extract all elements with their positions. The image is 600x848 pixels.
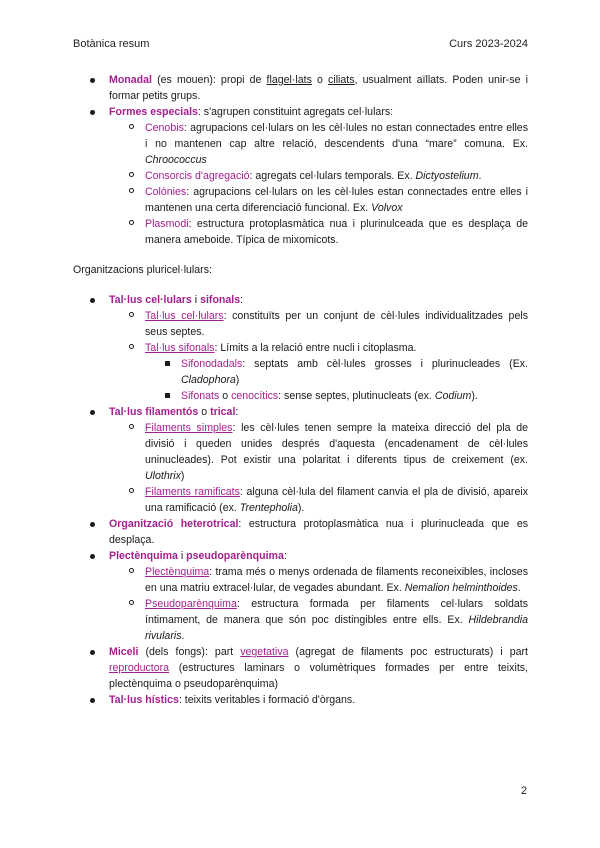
list-item-pseudoparenquima: Pseudoparènquima: estructura formada per filaments cel·lulars soldats íntimament, de manera que són poc distingibles entre ells. Ex. Hildebrandia rivularis. xyxy=(73,596,528,644)
bullet-icon xyxy=(90,298,95,303)
bullet-icon xyxy=(90,110,95,115)
circle-bullet-icon xyxy=(129,344,134,349)
bullet-icon xyxy=(90,554,95,559)
list-item-plasmodi: Plasmodi: estructura protoplasmàtica nua i plurinulceada que es desplaça de manera ameboide. Típica de mixomicots. xyxy=(73,216,528,248)
section-heading-pluricellular: Organitzacions pluricel·lulars: xyxy=(73,264,212,276)
circle-bullet-icon xyxy=(129,488,134,493)
circle-bullet-icon xyxy=(129,124,134,129)
header-title: Botànica resum xyxy=(73,38,150,50)
circle-bullet-icon xyxy=(129,220,134,225)
circle-bullet-icon xyxy=(129,312,134,317)
bullet-icon xyxy=(90,698,95,703)
square-bullet-icon xyxy=(165,361,170,366)
link-flagellats[interactable]: flagel·lats xyxy=(266,74,312,86)
page-number: 2 xyxy=(520,785,527,797)
list-item-filaments-simples: Filaments simples: les cèl·lules tenen sempre la mateixa direcció del pla de divisió i queden unides després d'aquesta (encadenament de cèl·lules uninucleades). Pot existir una polaritat i diferents tipus de creixement (ex. Ulothrix) xyxy=(73,420,528,484)
list-item-tallus: Tal·lus cel·lulars i sifonals: xyxy=(73,292,528,308)
list-item-plectenquima-def: Plectènquima: trama més o menys ordenada de filaments reconeixibles, incloses en una matriu extracel·lular, de vegades abundant. Ex. Nemalion helminthoides. xyxy=(73,564,528,596)
list-item-sifonats: Sifonats o cenocítics: sense septes, plutinucleats (ex. Codium). xyxy=(73,388,528,404)
bullet-icon xyxy=(90,650,95,655)
square-bullet-icon xyxy=(165,393,170,398)
list-pluricellular xyxy=(73,292,528,708)
list-item-sifonodadals: Sifonodadals: septats amb cèl·lules grosses i plurinucleades (Ex. Cladophora) xyxy=(73,356,528,388)
circle-bullet-icon xyxy=(129,424,134,429)
link-ciliats[interactable]: ciliats xyxy=(328,74,355,86)
list-item-tallus-cellulars: Tal·lus cel·lulars: constituïts per un conjunt de cèl·lules individualitzades pels seus septes. xyxy=(73,308,528,340)
list-item-colonies: Colònies: agrupacions cel·lulars on les cèl·lules estan connectades entre elles i mantenen una certa diferenciació funcional. Ex. Volvox xyxy=(73,184,528,216)
list-item-heterotrical: Organització heterotrical: estructura protoplasmàtica nua i plurinucleada que es desplaça. xyxy=(73,516,528,548)
document-body xyxy=(73,72,528,708)
bullet-icon xyxy=(90,78,95,83)
circle-bullet-icon xyxy=(129,188,134,193)
list-unicellular xyxy=(73,72,528,248)
list-item-tallus-sifonals: Tal·lus sifonals: Límits a la relació entre nucli i citoplasma. xyxy=(73,340,528,356)
list-item-tallus-filamentos: Tal·lus filamentós o trical: xyxy=(73,404,528,420)
list-item-formes-especials: Formes especials: s'agrupen constituint agregats cel·lulars: xyxy=(73,104,528,120)
circle-bullet-icon xyxy=(129,568,134,573)
header-course: Curs 2023-2024 xyxy=(449,38,528,50)
circle-bullet-icon xyxy=(129,172,134,177)
list-item-plectenquima: Plectènquima i pseudoparènquima: xyxy=(73,548,528,564)
list-item-tallus-histics: Tal·lus hístics: teixits veritables i formació d'òrgans. xyxy=(73,692,528,708)
list-item-cenobis: Cenobis: agrupacions cel·lulars on les cèl·lules no estan connectades entre elles i no mantenen cap altre relació, descendents d'una “mare” comuna. Ex. Chroococcus xyxy=(73,120,528,168)
list-item-filaments-ramificats: Filaments ramificats: alguna cèl·lula del filament canvia el pla de divisió, apareix una ramificació (ex. Trentepholia). xyxy=(73,484,528,516)
bullet-icon xyxy=(90,522,95,527)
circle-bullet-icon xyxy=(129,600,134,605)
bullet-icon xyxy=(90,410,95,415)
list-item-monadal: Monadal (es mouen): propi de flagel·lats o ciliats, usualment aïllats. Poden unir-se i formar petits grups. xyxy=(73,72,528,104)
list-item-miceli: Miceli (dels fongs): part vegetativa (agregat de filaments poc estructurats) i part reproductora (estructures laminars o volumètriques formades per entre teixits, plectènquima o pseudoparènquima) xyxy=(73,644,528,692)
list-item-consorcis: Consorcis d'agregació: agregats cel·lulars temporals. Ex. Dictyostelium. xyxy=(73,168,528,184)
